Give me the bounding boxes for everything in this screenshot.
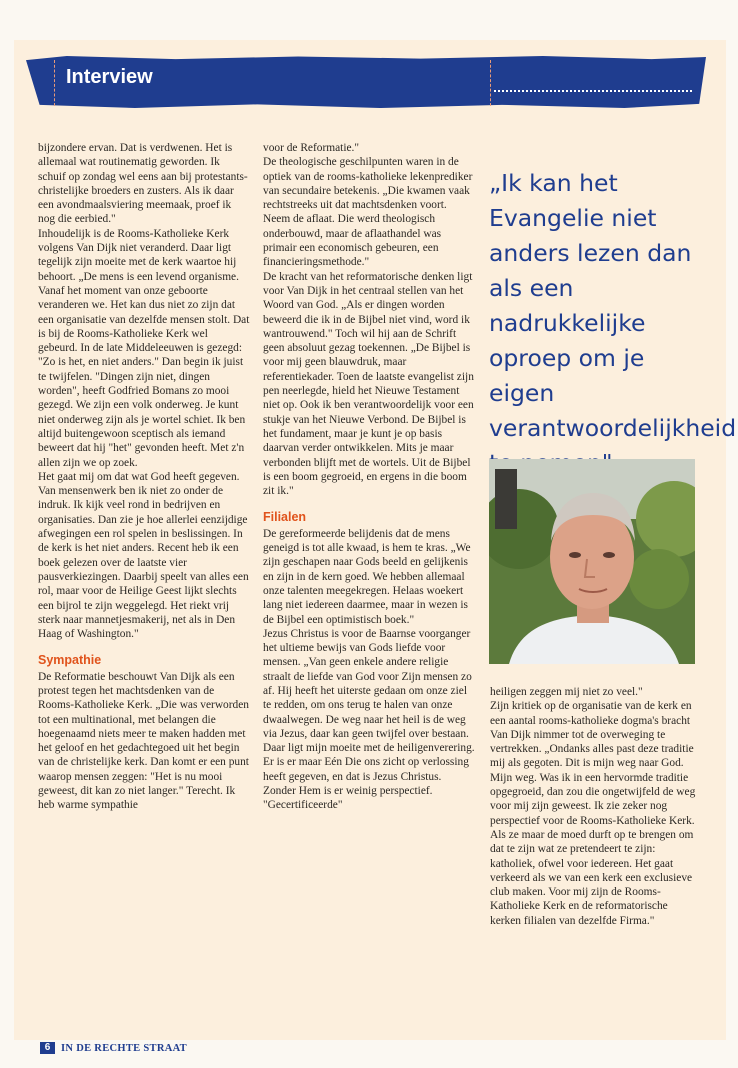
paragraph: De gereformeerde belijdenis dat de mens geneigd is tot alle kwaad, is hem te kras. „We zijn geschapen naar Gods beeld en gelijkenis en zijn in de kern goed. We hebben allemaal onze talenten meegekregen. Helaas woekert lang niet iedereen daarmee, maar in wezen is de Bijbel een optimistisch boek." <box>263 527 471 626</box>
publication-name: IN DE RECHTE STRAAT <box>61 1042 187 1054</box>
portrait-photo <box>489 459 695 664</box>
article-column-1 <box>38 141 250 813</box>
paragraph: De kracht van het reformatorische denken ligt voor Van Dijk in het centraal stellen van het Woord van God. „Als er dingen worden beweerd die ik in de Bijbel niet vind, word ik wantrouwend." Toch wil hij aan de Schrift geen absoluut gezag toekennen. „De Bijbel is voor mij geen blauwdruk, maar referentiekader. Toen de laatste evangelist zijn pen neerlegde, hield het Nieuwe Testament niet op. Ook ik ben verantwoordelijk voor een stukje van het Nieuwe Verbond. De Bijbel is het fundament, maar je kunt je op basis daarvan verder ontwikkelen. Mits je maar verbonden blijft met de wortels. Uit de Bijbel is een boom gegroeid, en ergens in die boom zit ik." <box>263 270 474 498</box>
banner-tick-left <box>54 60 55 106</box>
banner-dotted-rule <box>494 90 692 92</box>
paragraph: bijzondere ervan. Dat is verdwenen. Het is allemaal wat routinematig geworden. Ik schuif op zondag wel eens aan bij protestants-christelijke broeders en zusters. Als ik daar een avondmaalsviering meemaak, proef ik nog die eerbied." <box>38 142 248 226</box>
paragraph: De Reformatie beschouwt Van Dijk als een protest tegen het machtsdenken van de Rooms-Katholieke Kerk. „Die was verworden tot een multinational, met belangen die hoegenaamd niets meer te maken hadden met het geloof en het gedachtegoed uit het begin van de christelijke kerk. Dan komt er een punt waarop mensen zeggen: "Het is nu mooi geweest, dit kan zo niet langer." Terecht. Ik heb warme sympathie <box>38 670 249 812</box>
pull-quote: „Ik kan het Evangelie niet anders lezen dan als een nadrukkelijke oproep om je eigen verantwoordelijkheid <box>489 169 737 442</box>
article-column-3 <box>490 685 696 928</box>
section-title: Interview <box>66 66 153 88</box>
paragraph: voor de Reformatie." <box>263 142 360 154</box>
subheading-sympathie: Sympathie <box>38 653 102 668</box>
page-number: 6 <box>40 1042 55 1054</box>
paragraph: heiligen zeggen mij niet zo veel." <box>490 686 643 698</box>
paragraph: Het gaat mij om dat wat God heeft gegeven. Van mensenwerk ben ik niet zo onder de indruk. Ik kijk veel rond in bedrijven en organisaties. Dan zie je hoe allerlei eenzijdige afwegingen een rol spelen in beslissingen. In de kerk is het niet anders. Recent heb ik een boek gelezen over de laatste vier pausverkiezingen. Daarbij speelt van alles een rol, maar voor de Heilige Geest lijkt slechts een bijrol te zijn weggelegd. Het riekt vrij sterk naar mannetjesmakerij, net als in Den Haag of Washington." <box>38 470 249 641</box>
subheading-filialen: Filialen <box>263 510 307 525</box>
page-footer <box>40 1042 187 1054</box>
paragraph: Zijn kritiek op de organisatie van de kerk en een aantal rooms-katholieke dogma's bracht Van Dijk nimmer tot de overweging te vertrekken. „Ondanks alles past deze traditie mij als gegoten. Dit is mijn weg naar God. Mijn weg. Was ik in een hervormde traditie opgegroeid, dan zou die ongetwijfeld de weg voor mij zijn geweest. Ik zie zeker nog perspectief voor de Rooms-Katholieke Kerk. Als ze maar de moed durft op te brengen om dat te zijn wat ze pretendeert te zijn: katholiek, ofwel voor iedereen. Het gaat verkeerd als we van een kerk een exclusieve club maken. Voor mij zijn de Rooms-Katholieke Kerk en de reformatorische kerken filialen van dezelfde Firma." <box>490 700 696 927</box>
paragraph: Inhoudelijk is de Rooms-Katholieke Kerk volgens Van Dijk niet veranderd. Daar ligt tegelijk zijn moeite met de kerk waartoe hij behoort. „De mens is een levend organisme. Vanaf het moment van onze geboorte veranderen we. Het kan dus niet zo zijn dat een organisatie van dezelfde mensen stolt. Dat is bij de Rooms-Katholieke Kerk wel gebeurd. In de late Middeleeuwen is gezegd: "Zo is het, en niet anders." Dan begin ik juist te twijfelen. "Dingen zijn niet, dingen worden", heeft Godfried Bomans zo mooi gezegd. We zijn een volk onderweg. Je kunt niet onderweg zijn als je wortel schiet. Ik ben altijd buitengewoon sceptisch als iemand beweert dat hij "het" gevonden heeft. Met z'n allen zijn we op zoek. <box>38 227 250 469</box>
banner-tick-right <box>490 60 491 106</box>
paragraph: Jezus Christus is voor de Baarnse voorganger het ultieme bewijs van Gods liefde voor mensen. „Van geen enkele andere religie straalt de liefde van God voor Zijn mensen zo af. Hij heeft het uiterste gedaan om onze ziel te redden, om ons terug te halen van onze dwaalwegen. De weg naar het heil is de weg via Jezus, daar kan geen twijfel over bestaan. Daar ligt mijn moeite met de heiligenverering. Er is er maar Eén Die ons zicht op verlossing heeft gegeven, en dat is Jezus Christus. Zonder Hem is er weinig perspectief. "Gecertificeerde" <box>263 627 475 812</box>
article-column-2 <box>263 141 475 813</box>
paragraph: De theologische geschilpunten waren in de optiek van de rooms-katholieke lekenprediker van secundaire betekenis. „Die kwamen vaak rechtstreeks uit dat machtsdenken voort. Neem de aflaat. Die werd theologisch onderbouwd, maar de aflaathandel was primair een economisch gebeuren, een financieringsmethode." <box>263 156 473 269</box>
